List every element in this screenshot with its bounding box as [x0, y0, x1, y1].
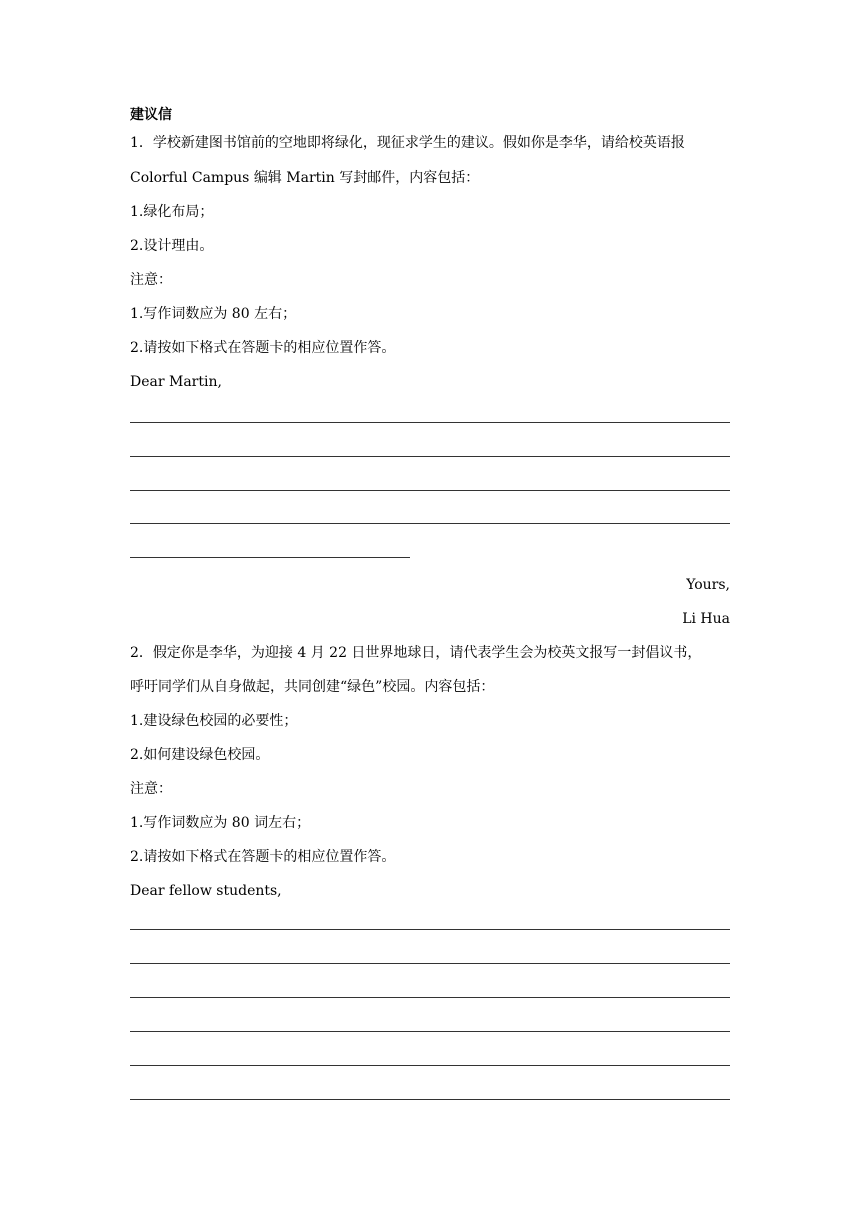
answer-line [130, 929, 730, 930]
task2-prompt-line2: 呼吁同学们从自身做起，共同创建“绿色”校园。内容包括： [130, 679, 495, 695]
answer-line [130, 490, 730, 491]
task2-salutation: Dear fellow students, [130, 883, 282, 899]
answer-line [130, 1031, 730, 1032]
task1-point2: 2.设计理由。 [130, 238, 214, 254]
answer-line [130, 456, 730, 457]
answer-line [130, 422, 730, 423]
answer-line [130, 1065, 730, 1066]
task1-note1: 1.写作词数应为 80 左右； [130, 306, 297, 322]
task2-note1: 1.写作词数应为 80 词左右； [130, 815, 311, 831]
task1-closing: Yours, [686, 577, 730, 593]
task1-point1: 1.绿化布局； [130, 204, 214, 220]
answer-line [130, 1099, 730, 1100]
answer-line [130, 997, 730, 998]
task1-notes-label: 注意： [130, 272, 172, 288]
task2-point1: 1.建设绿色校园的必要性； [130, 713, 298, 729]
section-heading: 建议信 [130, 107, 172, 123]
task2-point2: 2.如何建设绿色校园。 [130, 747, 270, 763]
task1-signature: Li Hua [682, 611, 730, 627]
answer-line [130, 523, 730, 524]
answer-line [130, 963, 730, 964]
task2-notes-label: 注意： [130, 781, 172, 797]
task2-note2: 2.请按如下格式在答题卡的相应位置作答。 [130, 849, 396, 865]
answer-line-short [130, 557, 410, 558]
task2-prompt-line1: 2．假定你是李华，为迎接 4 月 22 日世界地球日，请代表学生会为校英文报写一封倡议书， [130, 645, 702, 661]
task1-salutation: Dear Martin, [130, 374, 222, 390]
task1-prompt-line2: Colorful Campus 编辑 Martin 写封邮件，内容包括： [130, 170, 480, 186]
task1-prompt-line1: 1．学校新建图书馆前的空地即将绿化，现征求学生的建议。假如你是李华，请给校英语报 [130, 135, 685, 151]
task1-note2: 2.请按如下格式在答题卡的相应位置作答。 [130, 340, 396, 356]
